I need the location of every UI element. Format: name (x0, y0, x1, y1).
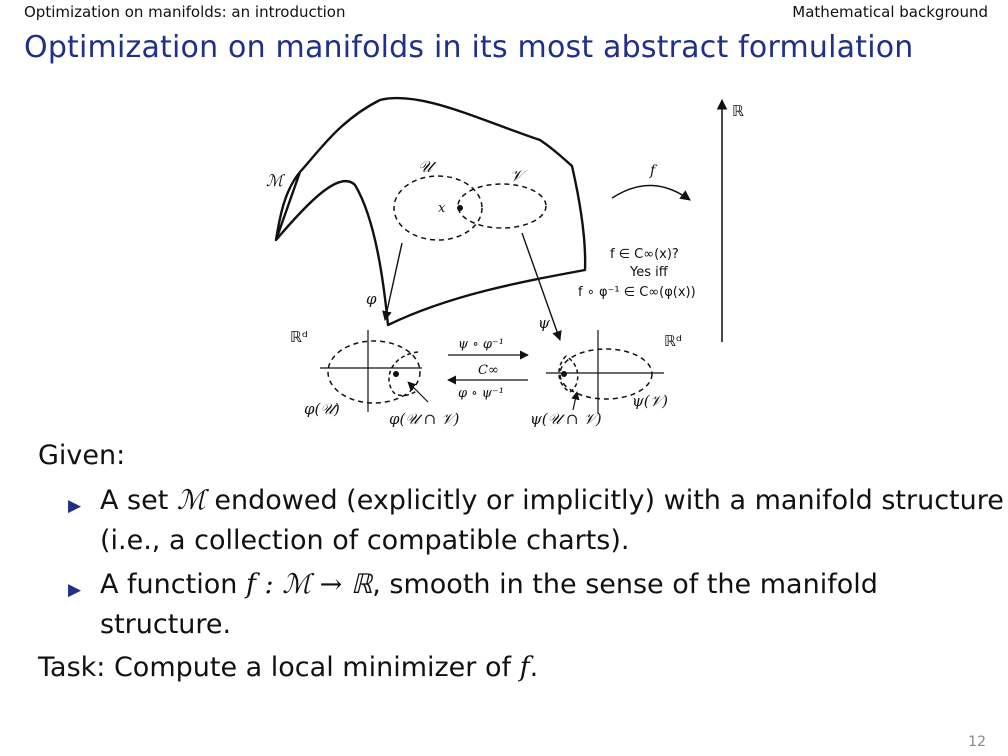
smoothness-condition: f ∘ φ⁻¹ ∈ C∞(φ(x)) (578, 285, 696, 300)
rd-right-label: ℝᵈ (664, 332, 682, 350)
chart-phi-label: φ (366, 290, 377, 308)
transition-top-label: ψ ∘ φ⁻¹ (458, 337, 505, 352)
bullet-1-line-2: (i.e., a collection of compatible charts). (100, 525, 630, 556)
bullet-triangle-icon: ▶ (68, 580, 82, 600)
manifold-symbol: ℳ (176, 485, 206, 516)
phi-U-label: φ(𝒰) (304, 400, 340, 418)
point-x-label: x (438, 201, 446, 216)
phi-x-point (393, 371, 399, 377)
psi-x-point (561, 371, 567, 377)
function-signature: f : ℳ → ℝ (245, 569, 373, 600)
smooth-question: f ∈ C∞(x)? (610, 247, 679, 262)
function-symbol: f (519, 652, 530, 683)
smoothness-class-label: C∞ (478, 363, 499, 378)
phi-U-ellipse (328, 341, 420, 403)
psi-UV-label: ψ(𝒰 ∩ 𝒱) (530, 410, 602, 428)
slide-title: Optimization on manifolds in its most abstract formulation (24, 30, 914, 65)
page-number: 12 (968, 734, 986, 750)
psi-V-label: ψ(𝒱) (632, 392, 668, 410)
phi-UV-label: φ(𝒰 ∩ 𝒱) (389, 410, 460, 428)
psi-UV-pointer (573, 392, 577, 410)
manifold-surface (276, 98, 585, 325)
header-subsection-title: Mathematical background (792, 3, 988, 21)
bullet-2-line-2: structure. (100, 609, 232, 640)
task-statement: Task: Compute a local minimizer of f. (38, 652, 539, 683)
set-V-ellipse (458, 184, 546, 228)
map-f-arrow (612, 185, 690, 200)
bullet-1-line-1: A set ℳ endowed (explicitly or implicitly) with a manifold structure (100, 485, 1004, 516)
chart-psi-label: ψ (538, 314, 550, 332)
set-V-label: 𝒱 (510, 166, 524, 185)
set-U-label: 𝒰 (418, 157, 433, 176)
bullet-triangle-icon: ▶ (68, 496, 82, 516)
yes-iff: Yes iff (630, 265, 668, 280)
real-line-label: ℝ (732, 102, 744, 120)
manifold-label: ℳ (266, 171, 284, 190)
transition-bottom-label: φ ∘ ψ⁻¹ (458, 386, 505, 401)
chart-phi-arrow (385, 243, 402, 320)
header-section-title: Optimization on manifolds: an introduction (24, 3, 346, 21)
rd-left-label: ℝᵈ (290, 328, 308, 346)
map-f-label: f (650, 163, 656, 179)
point-x (457, 205, 463, 211)
given-label: Given: (38, 440, 126, 471)
phi-UV-pointer (408, 382, 428, 402)
bullet-2-line-1: A function f : ℳ → ℝ, smooth in the sense of the manifold (100, 569, 878, 600)
